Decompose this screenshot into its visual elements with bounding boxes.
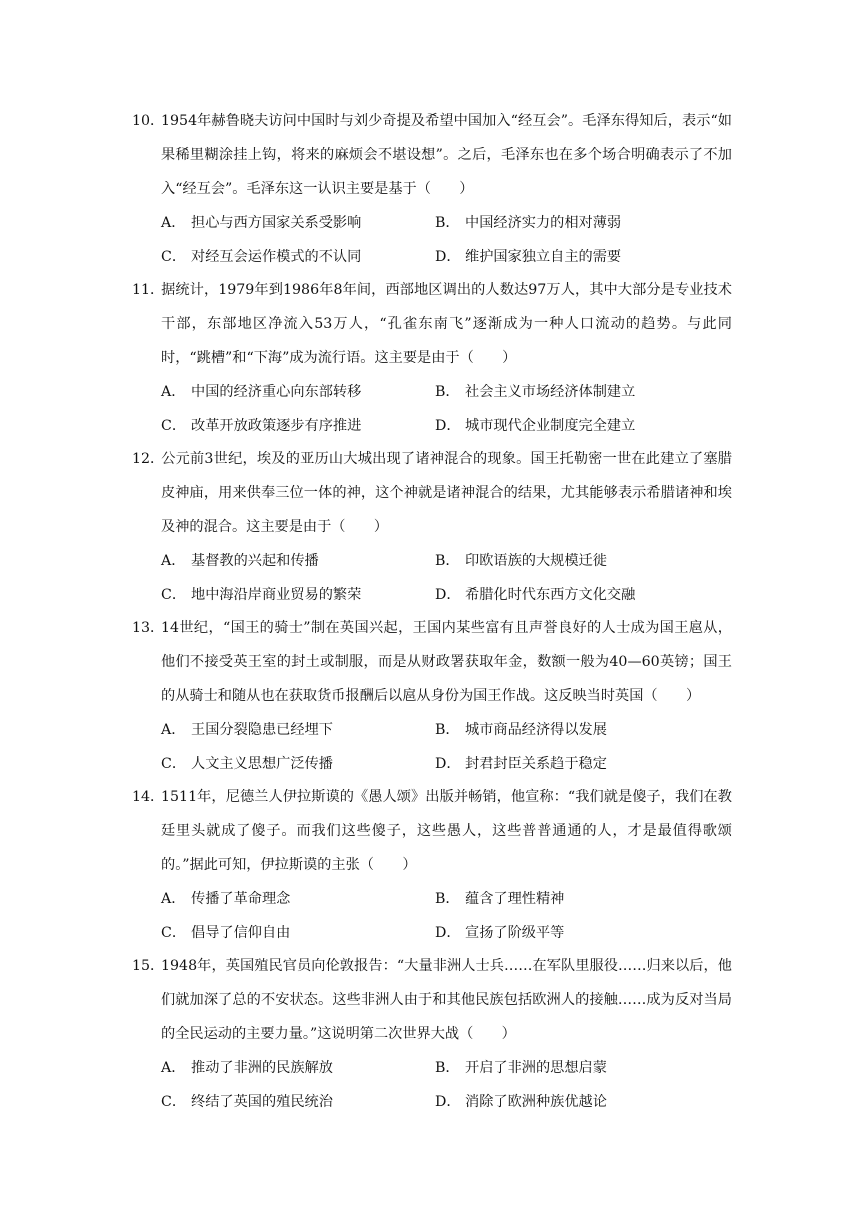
option-text: 基督教的兴起和传播: [191, 553, 319, 569]
option-c: [161, 916, 435, 950]
option-d: [435, 1085, 735, 1119]
option-text: 宣扬了阶级平等: [465, 925, 565, 941]
question-text: 1511年，尼德兰人伊拉斯谟的《愚人颂》出版并畅销，他宣称：“我们就是傻子，我们在教廷里头就成了傻子。而我们这些傻子，这些愚人，这些普普通通的人，才是最值得歌颂的。”据此可知，伊拉斯谟的主张（ ）: [161, 789, 732, 873]
question-stem: [132, 780, 732, 882]
option-a: [161, 375, 435, 409]
question-text: 公元前3世纪，埃及的亚历山大城出现了诸神混合的现象。国王托勒密一世在此建立了塞腊皮神庙，用来供奉三位一体的神，这个神就是诸神混合的结果，尤其能够表示希腊诸神和埃及神的混合。这主要是由于（ ）: [161, 451, 732, 535]
question-stem: [132, 104, 732, 206]
question-number: 12．: [132, 451, 165, 467]
option-text: 改革开放政策逐步有序推进: [191, 418, 362, 434]
option-text: 消除了欧洲种族优越论: [465, 1094, 607, 1110]
option-b: [435, 375, 735, 409]
option-a: [161, 544, 435, 578]
question-text: 1954年赫鲁晓夫访问中国时与刘少奇提及希望中国加入“经互会”。毛泽东得知后，表示“如果稀里糊涂挂上钩，将来的麻烦会不堪设想”。之后，毛泽东也在多个场合明确表示了不加入“经互会”。毛泽东这一认识主要是基于（ ）: [161, 113, 732, 197]
option-d: [435, 409, 735, 443]
option-text: 中国经济实力的相对薄弱: [465, 215, 622, 231]
question-13: [132, 611, 732, 781]
option-letter: C．: [161, 756, 187, 772]
option-letter: B．: [435, 384, 460, 400]
option-letter: D．: [435, 1094, 461, 1110]
option-text: 倡导了信仰自由: [191, 925, 291, 941]
option-letter: A．: [161, 1060, 186, 1076]
question-stem: [132, 949, 732, 1051]
question-12: [132, 442, 732, 612]
option-letter: A．: [161, 384, 186, 400]
option-text: 印欧语族的大规模迁徙: [465, 553, 607, 569]
question-stem: [132, 273, 732, 375]
question-number: 14．: [132, 789, 165, 805]
option-text: 蕴含了理性精神: [465, 891, 565, 907]
question-stem: [132, 442, 732, 544]
option-text: 社会主义市场经济体制建立: [465, 384, 636, 400]
option-letter: C．: [161, 587, 187, 603]
option-b: [435, 1051, 735, 1085]
option-b: [435, 544, 735, 578]
option-letter: B．: [435, 553, 460, 569]
option-text: 人文主义思想广泛传播: [191, 756, 333, 772]
option-letter: C．: [161, 418, 187, 434]
option-text: 希腊化时代东西方文化交融: [465, 587, 636, 603]
option-letter: A．: [161, 722, 186, 738]
option-text: 城市现代企业制度完全建立: [465, 418, 636, 434]
option-text: 维护国家独立自主的需要: [465, 249, 622, 265]
option-a: [161, 713, 435, 747]
option-letter: A．: [161, 215, 186, 231]
option-d: [435, 578, 735, 612]
option-letter: D．: [435, 587, 461, 603]
option-text: 封君封臣关系趋于稳定: [465, 756, 607, 772]
option-text: 传播了革命理念: [191, 891, 291, 907]
option-list: [161, 882, 732, 950]
question-stem: [132, 611, 732, 713]
option-d: [435, 240, 735, 274]
option-d: [435, 916, 735, 950]
option-letter: C．: [161, 925, 187, 941]
option-a: [161, 1051, 435, 1085]
option-text: 中国的经济重心向东部转移: [191, 384, 362, 400]
option-b: [435, 713, 735, 747]
option-b: [435, 882, 735, 916]
option-list: [161, 544, 732, 612]
option-letter: B．: [435, 1060, 460, 1076]
option-letter: A．: [161, 891, 186, 907]
option-text: 终结了英国的殖民统治: [191, 1094, 333, 1110]
question-number: 13．: [132, 620, 165, 636]
option-letter: B．: [435, 891, 460, 907]
option-list: [161, 713, 732, 781]
option-letter: B．: [435, 215, 460, 231]
option-letter: B．: [435, 722, 460, 738]
option-letter: D．: [435, 756, 461, 772]
question-text: 1948年，英国殖民官员向伦敦报告：“大量非洲人士兵……在军队里服役……归来以后，他们就加深了总的不安状态。这些非洲人由于和其他民族包括欧洲人的接触……成为反对当局的全民运动的主要力量。”这说明第二次世界大战（ ）: [161, 958, 732, 1042]
option-text: 对经互会运作模式的不认同: [191, 249, 362, 265]
option-letter: C．: [161, 1094, 187, 1110]
option-text: 王国分裂隐患已经埋下: [191, 722, 333, 738]
option-letter: C．: [161, 249, 187, 265]
option-letter: D．: [435, 249, 461, 265]
option-a: [161, 206, 435, 240]
question-11: [132, 273, 732, 443]
option-c: [161, 747, 435, 781]
question-text: 14世纪，“国王的骑士”制在英国兴起，王国内某些富有且声誉良好的人士成为国王扈从，他们不接受英王室的封土或制服，而是从财政署获取年金，数额一般为40—60英镑；国王的从骑士和随从也在获取货币报酬后以扈从身份为国王作战。这反映当时英国（ ）: [161, 620, 732, 704]
question-number: 11．: [132, 282, 165, 298]
option-text: 担心与西方国家关系受影响: [191, 215, 362, 231]
option-text: 城市商品经济得以发展: [465, 722, 607, 738]
question-text: 据统计，1979年到1986年8年间，西部地区调出的人数达97万人，其中大部分是专业技术干部，东部地区净流入53万人，“孔雀东南飞”逐渐成为一种人口流动的趋势。与此同时，“跳槽”和“下海”成为流行语。这主要是由于（ ）: [161, 282, 732, 366]
option-c: [161, 240, 435, 274]
option-text: 推动了非洲的民族解放: [191, 1060, 333, 1076]
option-b: [435, 206, 735, 240]
option-letter: D．: [435, 418, 461, 434]
question-10: [132, 104, 732, 274]
option-c: [161, 578, 435, 612]
question-15: [132, 949, 732, 1119]
option-list: [161, 1051, 732, 1119]
option-list: [161, 206, 732, 274]
option-text: 开启了非洲的思想启蒙: [465, 1060, 607, 1076]
option-list: [161, 375, 732, 443]
option-c: [161, 409, 435, 443]
option-letter: D．: [435, 925, 461, 941]
option-d: [435, 747, 735, 781]
option-text: 地中海沿岸商业贸易的繁荣: [191, 587, 362, 603]
question-number: 10．: [132, 113, 165, 129]
option-letter: A．: [161, 553, 186, 569]
question-number: 15．: [132, 958, 165, 974]
question-14: [132, 780, 732, 950]
option-c: [161, 1085, 435, 1119]
option-a: [161, 882, 435, 916]
